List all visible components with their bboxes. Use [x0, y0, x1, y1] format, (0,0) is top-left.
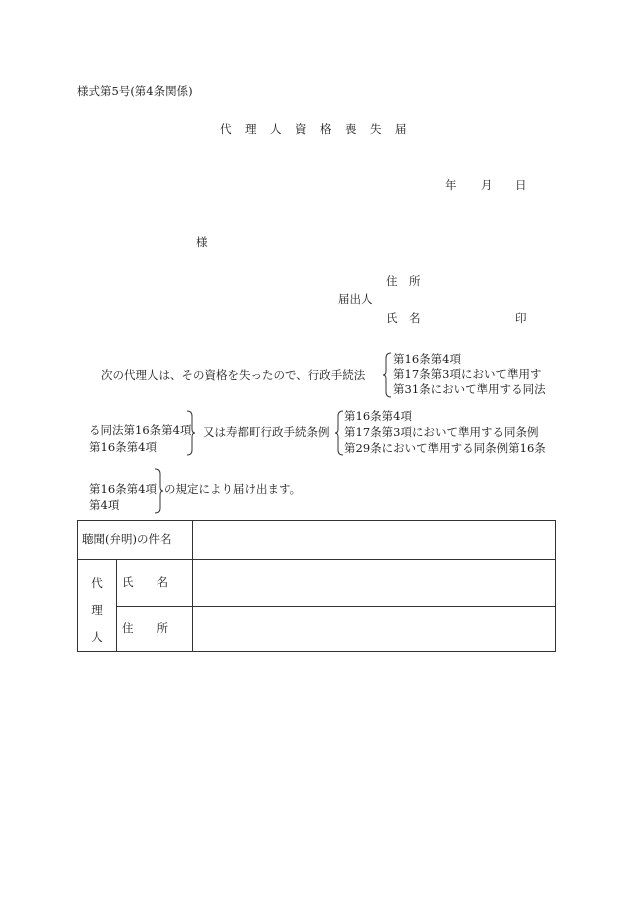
brace2-option-1: る同法第16条第4項 — [89, 423, 192, 437]
agent-label-char: 代 — [91, 576, 103, 590]
page-title: 代 理 人 資 格 喪 失 届 — [220, 122, 408, 136]
body-closing-text: の規定により届け出ます。 — [164, 482, 302, 496]
right-brace-icon — [186, 410, 196, 456]
brace3-option-2: 第17条第3項において準用する同条例 — [344, 425, 539, 439]
form-number: 様式第5号(第4条関係) — [77, 84, 193, 98]
agent-label — [78, 560, 117, 652]
brace1-option-2: 第17条第3項において準用す — [393, 367, 542, 381]
date-day-label: 日 — [515, 178, 527, 192]
brace1-option-1: 第16条第4項 — [393, 352, 461, 366]
brace4-option-2: 第4項 — [89, 498, 120, 512]
body-middle-text: 又は寿都町行政手続条例 — [203, 425, 330, 439]
agent-label-char: 理 — [91, 603, 103, 617]
date-month-label: 月 — [481, 178, 493, 192]
left-brace-icon — [383, 352, 393, 398]
right-brace-icon — [154, 468, 164, 514]
agent-address-field[interactable] — [193, 606, 556, 651]
agent-name-label: 氏 名 — [117, 560, 193, 607]
agent-address-label: 住 所 — [117, 606, 193, 651]
agent-label-char: 人 — [91, 630, 103, 644]
case-name-label: 聴聞(弁明)の件名 — [78, 521, 193, 560]
brace4-option-1: 第16条第4項 — [89, 482, 157, 496]
agent-name-field[interactable] — [193, 560, 556, 607]
body-line1-text: 次の代理人は、その資格を失ったので、行政手続法 — [101, 368, 366, 382]
brace3-option-3: 第29条において準用する同条例第16条 — [344, 441, 546, 455]
brace3-option-1: 第16条第4項 — [344, 409, 412, 423]
brace2-option-2: 第16条第4項 — [89, 440, 157, 454]
seal-mark: 印 — [515, 311, 527, 325]
brace1-option-3: 第31条において準用する同法 — [393, 382, 546, 396]
agent-info-table — [77, 520, 556, 652]
filer-address-label: 住 所 — [386, 274, 421, 288]
date-year-label: 年 — [445, 178, 457, 192]
addressee-suffix: 様 — [196, 235, 208, 249]
filer-name-label: 氏 名 — [386, 311, 421, 325]
case-name-field[interactable] — [193, 521, 556, 560]
filer-label: 届出人 — [338, 292, 373, 306]
